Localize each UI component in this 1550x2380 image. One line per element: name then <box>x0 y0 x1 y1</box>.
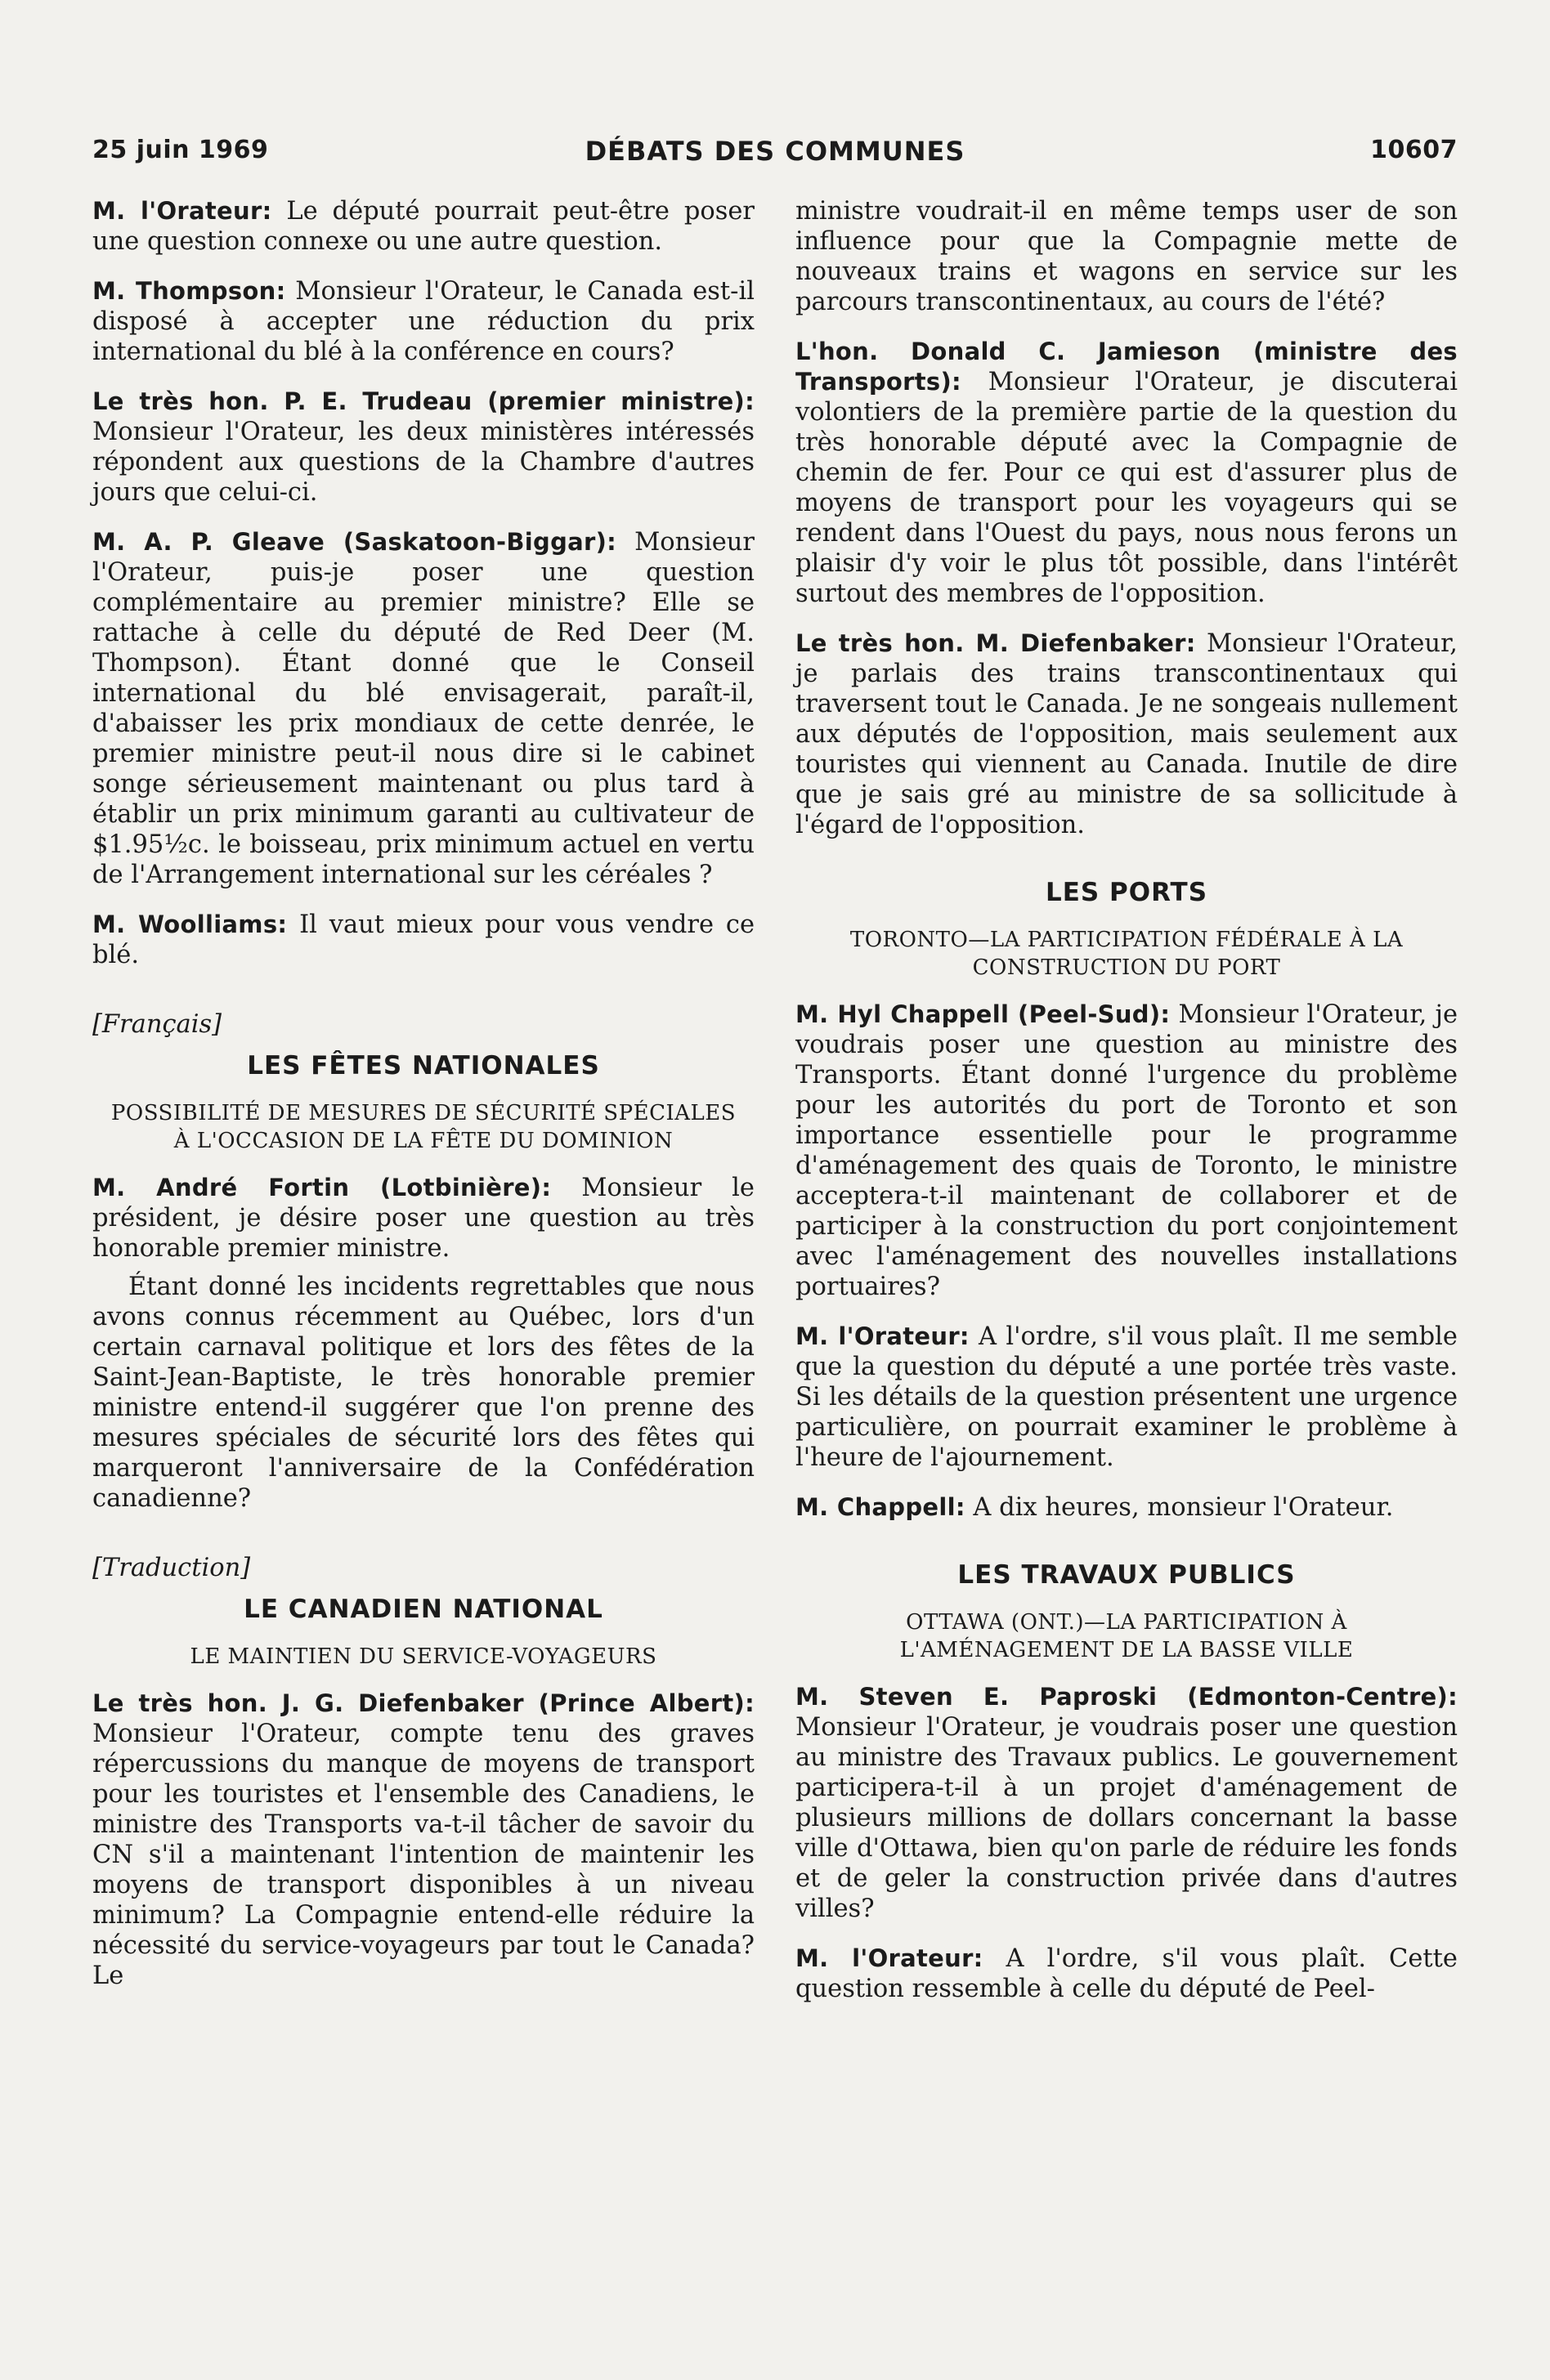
paragraph <box>92 1173 755 1264</box>
speech: A l'ordre, s'il vous plaît. Cette question ressemble à celle du député de Peel- <box>795 1944 1458 2003</box>
paragraph: Étant donné les incidents regrettables que nous avons connus récemment au Québec, lors d'un certain carnaval politique et lors des fêtes de la Saint-Jean-Baptiste, le très honorable premier ministre entend-il suggérer que l'on prenne des mesures spéciales de sécurité lors des fêtes qui marqueront l'anniversaire de la Confédération canadienne? <box>92 1273 755 1513</box>
speaker: Le très hon. P. E. Trudeau (premier ministre): <box>92 387 755 415</box>
paragraph <box>795 1322 1458 1473</box>
speech: Monsieur l'Orateur, je voudrais poser une question au ministre des Travaux publics. Le gouvernement participera-t-il à un projet d'aménagement de plusieurs millions de dollars concernant la basse ville d'Ottawa, bien qu'on parle de réduire les fonds et de geler la construction privée dans d'autres villes? <box>795 1713 1458 1923</box>
speaker: M. Chappell: <box>795 1493 965 1521</box>
paragraph <box>92 196 755 257</box>
speech: Monsieur l'Orateur, les deux ministères intéressés répondent aux questions de la Chambre d'autres jours que celui-ci. <box>92 418 755 507</box>
speech: Monsieur l'Orateur, je parlais des trains transcontinentaux qui traversent tout le Canada. Je ne songeais nullement aux députés de l'opposition, mais seulement aux touristes qui viennent au Canada. Inutile de dire que je sais gré au ministre de sa sollicitude à l'égard de l'opposition. <box>795 629 1458 839</box>
paragraph <box>92 527 755 890</box>
speech: A dix heures, monsieur l'Orateur. <box>965 1493 1394 1522</box>
section-subheading: LE MAINTIEN DU SERVICE-VOYAGEURS <box>190 1644 657 1669</box>
speech: Monsieur le président, je désire poser une question au très honorable premier ministre. <box>92 1174 755 1263</box>
speaker: M. l'Orateur: <box>92 197 272 225</box>
section-heading: LES PORTS <box>1045 878 1208 907</box>
speech: Monsieur l'Orateur, le Canada est-il disposé à accepter une réduction du prix international du blé à la conférence en cours? <box>92 277 755 366</box>
header-title: DÉBATS DES COMMUNES <box>585 136 965 167</box>
section-heading: LE CANADIEN NATIONAL <box>244 1595 603 1624</box>
paragraph <box>795 1944 1458 2004</box>
speaker: M. Thompson: <box>92 277 286 305</box>
paragraph: ministre voudrait-il en même temps user de son influence pour que la Compagnie mette de nouveaux trains et wagons en service sur les parcours transcontinentaux, au cours de l'été? <box>795 197 1458 316</box>
speaker: M. l'Orateur: <box>795 1322 970 1350</box>
speech: Le député pourrait peut-être poser une question connexe ou une autre question. <box>92 197 755 256</box>
speaker: M. André Fortin (Lotbinière): <box>92 1174 552 1201</box>
header-page-number: 10607 <box>1370 136 1458 164</box>
speech: Il vaut mieux pour vous vendre ce blé. <box>92 910 755 969</box>
language-note: [Français] <box>92 1010 222 1039</box>
speaker: M. Woolliams: <box>92 910 288 938</box>
header-date: 25 juin 1969 <box>92 136 269 164</box>
speech: Monsieur l'Orateur, compte tenu des graves répercussions du manque de moyens de transport pour les touristes et l'ensemble des Canadiens, le ministre des Transports va-t-il tâcher de savoir du CN s'il a maintenant l'intention de maintenir les moyens de transport disponibles à un niveau minimum? La Compagnie entend-elle réduire la nécessité du service-voyageurs par tout le Canada? Le <box>92 1720 755 1990</box>
speaker: M. Hyl Chappell (Peel-Sud): <box>795 1000 1171 1028</box>
paragraph <box>92 387 755 508</box>
speech: Monsieur l'Orateur, puis-je poser une question complémentaire au premier ministre? Elle se rattache à celle du député de Red Deer (M. Thompson). Étant donné que le Conseil international du blé envisagerait, paraît-il, d'abaisser les prix mondiaux de cette denrée, le premier ministre peut-il nous dire si le cabinet songe sérieusement maintenant ou plus tard à établir un prix minimum garanti au cultivateur de $1.95½c. le boisseau, prix minimum actuel en vertu de l'Arrangement international sur les céréales ? <box>92 528 755 889</box>
paragraph <box>795 337 1458 609</box>
speaker: M. A. P. Gleave (Saskatoon-Biggar): <box>92 528 617 556</box>
paragraph <box>795 1492 1458 1523</box>
paragraph <box>795 1000 1458 1302</box>
speech: Monsieur l'Orateur, je discuterai volontiers de la première partie de la question du très honorable député avec la Compagnie de chemin de fer. Pour ce qui est d'assurer plus de moyens de transport pour les voyageurs qui se rendent dans l'Ouest du pays, nous nous ferons un plaisir d'y voir le plus tôt possible, dans l'intérêt surtout des membres de l'opposition. <box>795 368 1458 608</box>
section-subheading: TORONTO—LA PARTICIPATION FÉDÉRALE À LA CONSTRUCTION DU PORT <box>849 928 1404 980</box>
speaker: Le très hon. M. Diefenbaker: <box>795 629 1196 657</box>
speaker: M. Steven E. Paproski (Edmonton-Centre): <box>795 1683 1458 1711</box>
section-heading: LES TRAVAUX PUBLICS <box>957 1560 1296 1590</box>
right-column <box>795 196 1458 2024</box>
paragraph <box>795 1682 1458 1924</box>
section-subheading: POSSIBILITÉ DE MESURES DE SÉCURITÉ SPÉCIALES À L'OCCASION DE LA FÊTE DU DOMINION <box>110 1101 737 1153</box>
page-header <box>92 136 1458 168</box>
paragraph <box>92 276 755 367</box>
section-subheading: OTTAWA (ONT.)—LA PARTICIPATION À L'AMÉNAGEMENT DE LA BASSE VILLE <box>899 1610 1354 1662</box>
columns <box>92 196 1458 2024</box>
speech: Monsieur l'Orateur, je voudrais poser une question au ministre des Transports. Étant donné l'urgence du problème pour les autorités du port de Toronto et son importance essentielle pour le programme d'aménagement des quais de Toronto, le ministre acceptera-t-il maintenant de collaborer et de participer à la construction du port conjointement avec l'aménagement des nouvelles installations portuaires? <box>795 1000 1458 1301</box>
paragraph <box>92 910 755 970</box>
speaker: Le très hon. J. G. Diefenbaker (Prince Albert): <box>92 1689 755 1717</box>
language-note: [Traduction] <box>92 1554 251 1582</box>
speaker: M. l'Orateur: <box>795 1944 983 1972</box>
section-heading: LES FÊTES NATIONALES <box>247 1051 600 1080</box>
speaker: L'hon. Donald C. Jamieson (ministre des Transports): <box>795 338 1458 396</box>
paragraph <box>92 1689 755 1991</box>
speech: A l'ordre, s'il vous plaît. Il me semble que la question du député a une portée très vaste. Si les détails de la question présentent une urgence particulière, on pourrait examiner le problème à l'heure de l'ajournement. <box>795 1322 1458 1472</box>
paragraph <box>795 629 1458 840</box>
left-column <box>92 196 755 2024</box>
